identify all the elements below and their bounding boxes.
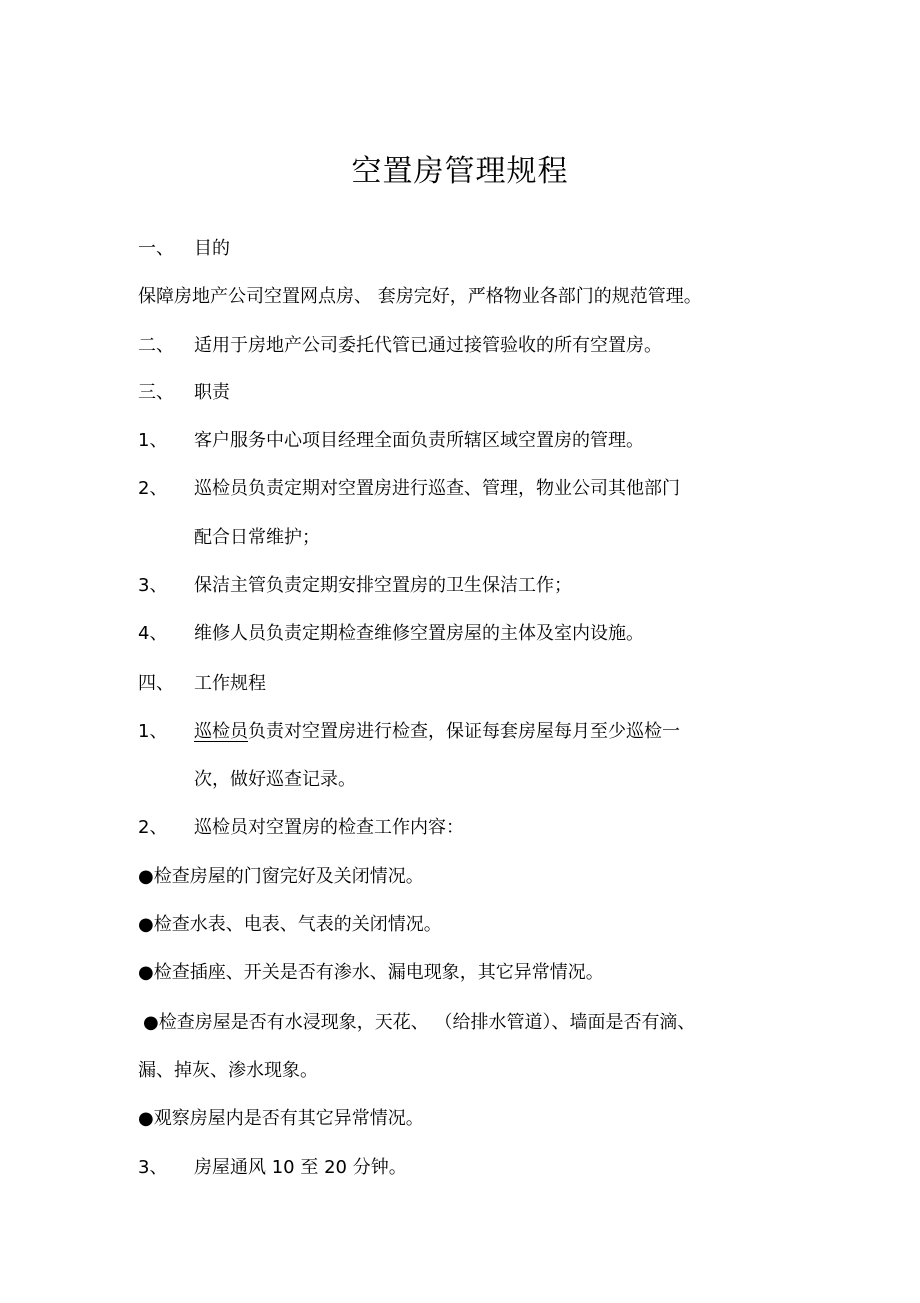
bullet-text-3: 检查插座、开关是否有渗水、漏电现象，其它异常情况。 [153, 962, 604, 983]
bullet-item-1 [138, 864, 424, 890]
rule-text-1-rest: 负责对空置房进行检查，保证每套房屋每月至少巡检一 [248, 721, 680, 742]
duty-number-3: 3、 [138, 575, 168, 596]
rule-text-1-continued: 次，做好巡查记录。 [194, 769, 356, 790]
duty-number-1: 1、 [138, 430, 168, 451]
section-number-4: 四、 [138, 673, 174, 694]
bullet-text-5: 观察房屋内是否有其它异常情况。 [153, 1108, 424, 1129]
bullet-item-3 [138, 960, 604, 986]
duty-text-3: 保洁主管负责定期安排空置房的卫生保洁工作； [194, 575, 572, 596]
rule-text-2: 巡检员对空置房的检查工作内容： [194, 817, 464, 838]
bullet-dot-icon: ● [138, 1108, 154, 1129]
duty-text-1: 客户服务中心项目经理全面负责所辖区域空置房的管理。 [194, 430, 644, 451]
section-heading-procedures: 工作规程 [194, 673, 266, 694]
scope-text: 适用于房地产公司委托代管已通过接管验收的所有空置房。 [194, 335, 662, 356]
inspector-underlined-term: 巡检员 [194, 721, 248, 742]
rule-number-3: 3、 [138, 1157, 168, 1178]
rule-text-1 [194, 719, 680, 745]
duty-text-4: 维修人员负责定期检查维修空置房屋的主体及室内设施。 [194, 623, 644, 644]
bullet-text-4: 检查房屋是否有水浸现象，天花、 （给排水管道）、墙面是否有滴、 [158, 1012, 696, 1033]
section-number-3: 三、 [138, 382, 174, 403]
section-number-1: 一、 [138, 238, 174, 259]
section-heading-purpose: 目的 [194, 238, 230, 259]
bullet-dot-icon: ● [138, 914, 154, 935]
bullet-item-2 [138, 912, 442, 938]
bullet-item-5 [138, 1106, 424, 1132]
purpose-text: 保障房地产公司空置网点房、 套房完好，严格物业各部门的规范管理。 [138, 286, 702, 307]
bullet-dot-icon: ● [143, 1012, 159, 1033]
bullet-dot-icon: ● [138, 962, 154, 983]
duty-text-2: 巡检员负责定期对空置房进行巡查、管理，物业公司其他部门 [194, 478, 680, 499]
rule-number-2: 2、 [138, 817, 168, 838]
bullet-text-1: 检查房屋的门窗完好及关闭情况。 [153, 866, 424, 887]
duty-number-4: 4、 [138, 623, 168, 644]
bullet-item-4-continued: 漏、掉灰、渗水现象。 [138, 1060, 318, 1081]
section-heading-duties: 职责 [194, 382, 230, 403]
bullet-text-2: 检查水表、电表、气表的关闭情况。 [153, 914, 442, 935]
document-title: 空置房管理规程 [351, 154, 569, 189]
section-number-2: 二、 [138, 335, 174, 356]
duty-text-2-continued: 配合日常维护； [194, 527, 320, 548]
duty-number-2: 2、 [138, 478, 168, 499]
bullet-item-4 [143, 1010, 695, 1036]
rule-text-3: 房屋通风 10 至 20 分钟。 [194, 1157, 407, 1178]
bullet-dot-icon: ● [138, 866, 154, 887]
rule-number-1: 1、 [138, 721, 168, 742]
